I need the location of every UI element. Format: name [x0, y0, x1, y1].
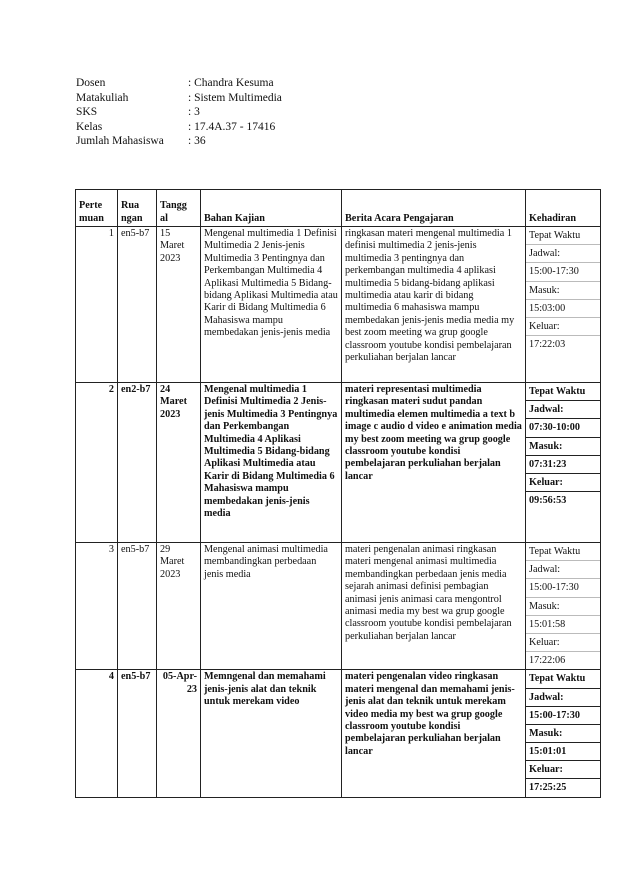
header-label: Dosen [76, 77, 106, 89]
attendance-status: Tepat Waktu [526, 383, 600, 401]
cell-bahan-kajian: Mengenal animasi multimedia membandingkan perbedaan jenis media [201, 543, 342, 670]
cell-berita-acara: materi pengenalan video ringkasan materi mengenal dan memahami jenis-jenis alat dan teknik untuk merekam video media my best wa grup google classroom youtube kondisi pembelajaran perkuliahan berjalan lancar [342, 670, 526, 797]
cell-ruangan: en5-b7 [118, 227, 157, 383]
cell-berita-acara: materi pengenalan animasi ringkasan materi mengenal animasi multimedia membandingkan perbedaan jenis media sejarah animasi definisi pembagian animasi jenis animasi cara mengontrol animasi media my best wa grup google classroom youtube kondisi pembelajaran perkuliahan berjalan lancar [342, 543, 526, 670]
table-row [76, 227, 601, 383]
column-header-tanggal: Tangg al [157, 190, 201, 227]
attendance-label: Jadwal: [526, 401, 600, 419]
attendance-label: Masuk: [526, 438, 600, 456]
attendance-label: Masuk: [526, 725, 600, 743]
attendance-value: 15:01:01 [526, 743, 600, 761]
table-header-row [76, 190, 601, 227]
header-value: : 17.4A.37 - 17416 [188, 120, 276, 133]
cell-pertemuan: 4 [76, 670, 118, 797]
cell-bahan-kajian: Mengenal multimedia 1 Definisi Multimedia 2 Jenis-jenis Multimedia 3 Pentingnya dan Perkembangan Multimedia 4 Aplikasi Multimedia 5 Bidang-bidang Aplikasi Multimedia atau Karir di Bidang Multimedia 6 Mahasiswa mampu membedakan jenis-jenis media [201, 383, 342, 543]
cell-kehadiran [526, 383, 601, 543]
column-header-bahan-kajian: Bahan Kajian [201, 190, 342, 227]
cell-kehadiran [526, 670, 601, 797]
column-header-kehadiran: Kehadiran [526, 190, 601, 227]
attendance-value: 17:25:25 [529, 782, 567, 794]
attendance-value: 15:00-17:30 [526, 263, 600, 281]
attendance-label: Keluar: [526, 634, 600, 652]
header-row-jumlah-mahasiswa [76, 134, 282, 149]
attendance-label: Keluar: [526, 474, 600, 492]
attendance-value: 17:22:03 [529, 339, 566, 351]
cell-kehadiran [526, 543, 601, 670]
attendance-value: 15:00-17:30 [526, 579, 600, 597]
header-row-sks [76, 105, 282, 120]
cell-berita-acara: materi representasi multimedia ringkasan materi sudut pandan multimedia elemen multimedia a text b image c audio d video e animation media my best zoom meeting wa grup google classroom youtube kondisi pembelajaran perkuliahan berjalan lancar [342, 383, 526, 543]
header-label: Kelas [76, 120, 103, 133]
header-row-kelas [76, 120, 282, 135]
cell-tanggal: 15 Maret 2023 [157, 227, 201, 383]
table-row [76, 383, 601, 543]
attendance-status: Tepat Waktu [526, 227, 600, 245]
attendance-label: Jadwal: [526, 245, 600, 263]
cell-tanggal: 24 Maret 2023 [157, 383, 201, 543]
attendance-table [75, 189, 601, 798]
attendance-label: Masuk: [526, 598, 600, 616]
attendance-status: Tepat Waktu [526, 543, 600, 561]
attendance-value: 07:31:23 [526, 456, 600, 474]
header-label: Jumlah Mahasiswa [76, 135, 164, 148]
header-value: : 36 [188, 135, 206, 148]
header-label: Matakuliah [76, 91, 129, 104]
course-header [76, 76, 282, 149]
cell-berita-acara: ringkasan materi mengenal multimedia 1 definisi multimedia 2 jenis-jenis multimedia 3 pentingnya dan perkembangan multimedia 4 aplikasi multimedia 5 bidang-bidang aplikasi multimedia atau karir di bidang multimedia 6 mahasiswa mampu membedakan jenis-jenis media media my best zoom meeting wa grup google classroom youtube kondisi pembelajaran perkuliahan berjalan lancar [342, 227, 526, 383]
header-row-matakuliah [76, 91, 282, 106]
header-row-dosen [76, 76, 282, 91]
cell-ruangan: en2-b7 [118, 383, 157, 543]
cell-bahan-kajian: Mengenal multimedia 1 Definisi Multimedia 2 Jenis-jenis Multimedia 3 Pentingnya dan Perkembangan Multimedia 4 Aplikasi Multimedia 5 Bidang-bidang Aplikasi Multimedia atau Karir di Bidang Multimedia 6 Mahasiswa mampu membedakan jenis-jenis media [201, 227, 342, 383]
column-header-pertemuan: Perte muan [76, 190, 118, 227]
attendance-status: Tepat Waktu [526, 670, 600, 688]
attendance-label: Keluar: [526, 761, 600, 779]
attendance-value: 15:01:58 [526, 616, 600, 634]
cell-ruangan: en5-b7 [118, 543, 157, 670]
column-header-ruangan: Rua ngan [118, 190, 157, 227]
attendance-value: 17:22:06 [529, 655, 566, 667]
cell-pertemuan: 1 [76, 227, 118, 383]
table-row [76, 670, 601, 797]
header-value: : Sistem Multimedia [188, 91, 282, 104]
header-label: SKS [76, 106, 98, 119]
cell-tanggal: 29 Maret 2023 [157, 543, 201, 670]
header-value: : 3 [188, 106, 200, 119]
cell-tanggal: 05-Apr-23 [157, 670, 201, 797]
attendance-value: 07:30-10:00 [526, 419, 600, 437]
cell-bahan-kajian: Memngenal dan memahami jenis-jenis alat dan teknik untuk merekam video [201, 670, 342, 797]
cell-ruangan: en5-b7 [118, 670, 157, 797]
attendance-label: Masuk: [526, 282, 600, 300]
attendance-value: 09:56:53 [529, 495, 567, 507]
column-header-berita-acara: Berita Acara Pengajaran [342, 190, 526, 227]
attendance-value: 15:00-17:30 [526, 707, 600, 725]
attendance-label: Jadwal: [526, 689, 600, 707]
table-row [76, 543, 601, 670]
cell-pertemuan: 2 [76, 383, 118, 543]
attendance-label: Keluar: [526, 318, 600, 336]
header-value: : Chandra Kesuma [188, 77, 274, 89]
cell-kehadiran [526, 227, 601, 383]
attendance-label: Jadwal: [526, 561, 600, 579]
attendance-value: 15:03:00 [526, 300, 600, 318]
cell-pertemuan: 3 [76, 543, 118, 670]
